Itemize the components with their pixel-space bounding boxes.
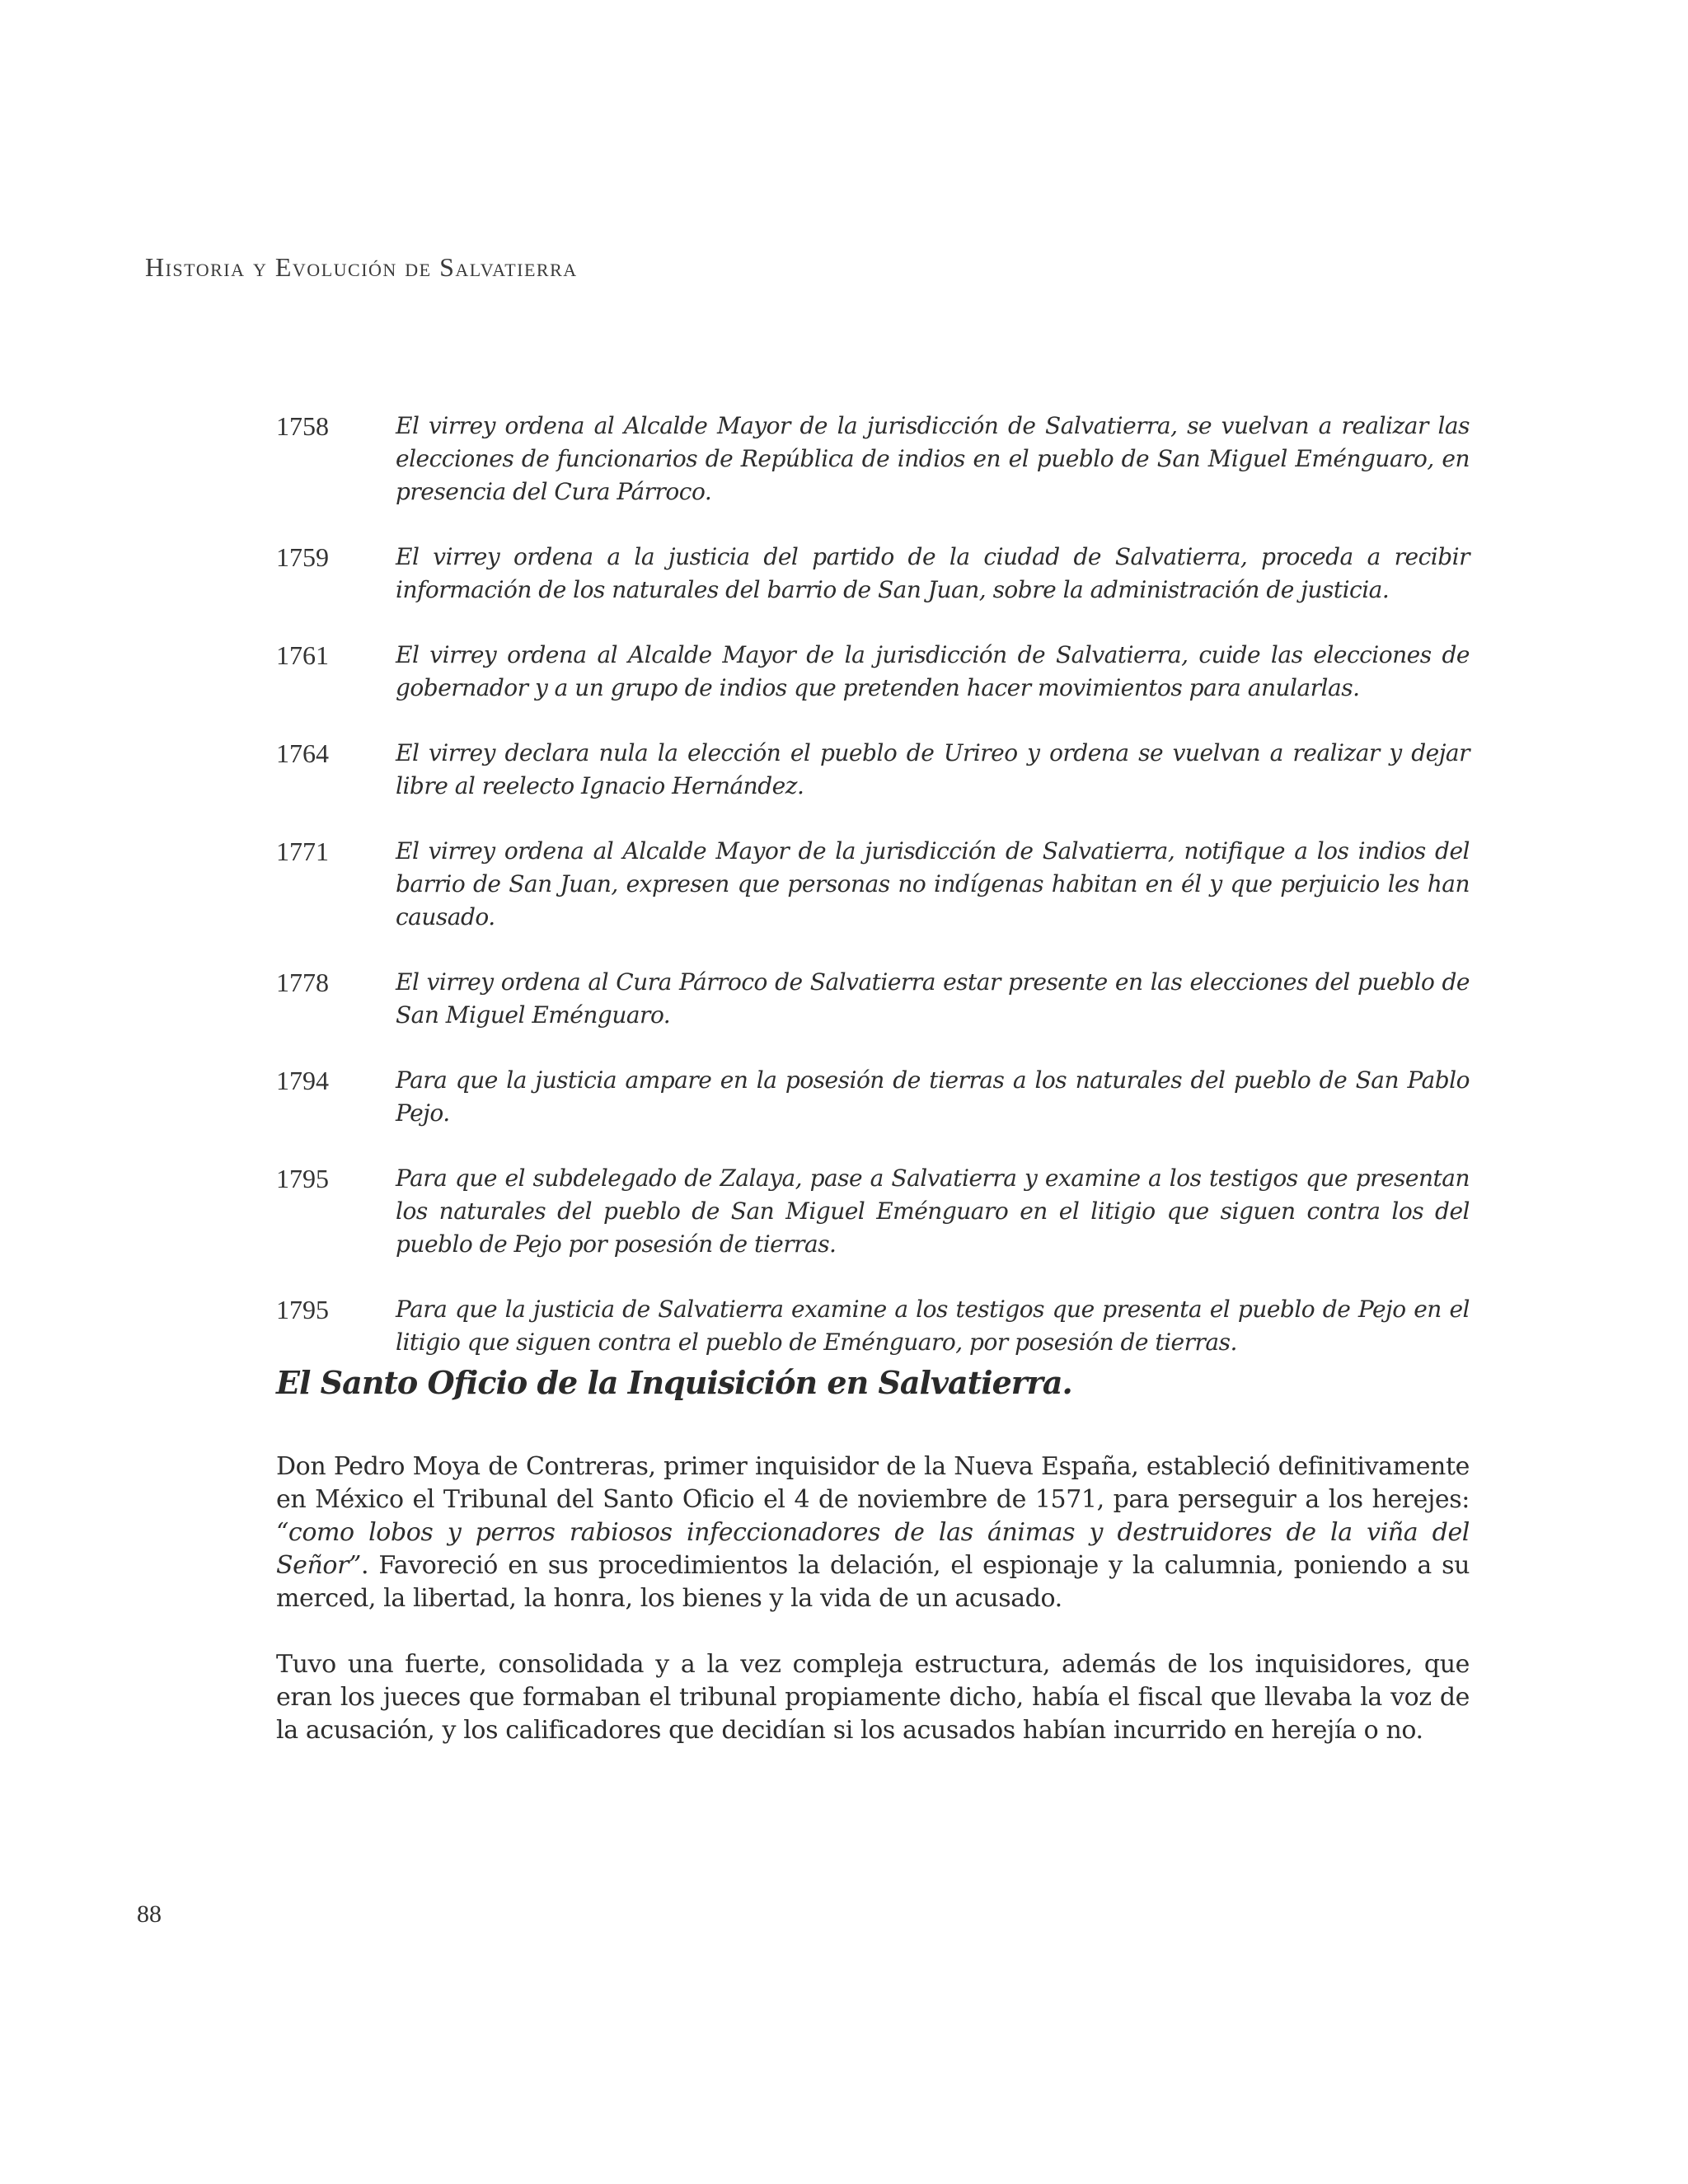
section-body: [276, 1451, 1470, 1780]
chronology-entry: [276, 541, 1470, 607]
entry-text: Para que la justicia de Salvatierra examine a los testigos que presenta el pueblo de Pejo en el litigio que siguen contra el pueblo de Eménguaro, por posesión de tierras.: [396, 1296, 1470, 1356]
running-header: Historia y Evolución de Salvatierra: [145, 252, 578, 282]
chronology-entry: [276, 1162, 1470, 1261]
chronology-entry: [276, 1293, 1470, 1359]
entry-year: 1794: [276, 1066, 329, 1095]
chronology-entry: [276, 410, 1470, 509]
entry-text: El virrey ordena al Alcalde Mayor de la jurisdicción de Salvatierra, se vuelvan a realizar las elecciones de funcionarios de República de indios en el pueblo de San Miguel Eménguaro, en presencia del Cura Párroco.: [396, 412, 1470, 505]
body-paragraph: [276, 1451, 1470, 1615]
entry-year: 1771: [276, 837, 329, 866]
entry-year: 1764: [276, 738, 329, 768]
chronology-entry: [276, 1064, 1470, 1130]
body-paragraph: Tuvo una fuerte, consolidada y a la vez compleja estructura, además de los inquisidores, que eran los jueces que formaban el tribunal propiamente dicho, había el fiscal que llevaba la voz de la acusación, y los calificadores que decidían si los acusados habían incurrido en herejía o no.: [276, 1650, 1470, 1745]
paragraph-text: . Favoreció en sus procedimientos la delación, el espionaje y la calumnia, poniendo a su merced, la libertad, la honra, los bienes y la vida de un acusado.: [276, 1551, 1470, 1613]
entry-year: 1759: [276, 542, 329, 572]
entry-year: 1758: [276, 411, 329, 441]
entry-year: 1795: [276, 1295, 329, 1324]
chronology-entry: [276, 835, 1470, 934]
chronology-entry: [276, 737, 1470, 803]
entry-text: El virrey ordena a la justicia del partido de la ciudad de Salvatierra, proceda a recibir información de los naturales del barrio de San Juan, sobre la administración de justicia.: [396, 543, 1470, 603]
inline-quote: “como lobos y perros rabiosos infeccionadores de las ánimas y destruidores de la viña del Señor”: [276, 1518, 1470, 1580]
entry-text: El virrey ordena al Alcalde Mayor de la jurisdicción de Salvatierra, cuide las elecciones de gobernador y a un grupo de indios que pretenden hacer movimientos para anularlas.: [396, 641, 1470, 701]
entry-year: 1778: [276, 968, 329, 997]
entry-text: Para que el subdelegado de Zalaya, pase a Salvatierra y examine a los testigos que presentan los naturales del pueblo de San Miguel Eménguaro en el litigio que siguen contra los del pueblo de Pejo por posesión de tierras.: [396, 1165, 1470, 1258]
paragraph-text: Don Pedro Moya de Contreras, primer inquisidor de la Nueva España, estableció definitivamente en México el Tribunal del Santo Oficio el 4 de noviembre de 1571, para perseguir a los herejes:: [276, 1452, 1470, 1514]
entry-year: 1795: [276, 1164, 329, 1193]
chronology-entry: [276, 639, 1470, 705]
entry-text: El virrey declara nula la elección el pueblo de Urireo y ordena se vuelvan a realizar y dejar libre al reelecto Ignacio Hernández.: [396, 739, 1470, 799]
chronology-list: [276, 410, 1470, 1391]
entry-text: El virrey ordena al Cura Párroco de Salvatierra estar presente en las elecciones del pueblo de San Miguel Eménguaro.: [396, 968, 1470, 1029]
entry-year: 1761: [276, 640, 329, 670]
entry-text: Para que la justicia ampare en la posesión de tierras a los naturales del pueblo de San Pablo Pejo.: [396, 1066, 1470, 1127]
entry-text: El virrey ordena al Alcalde Mayor de la jurisdicción de Salvatierra, notifique a los indios del barrio de San Juan, expresen que personas no indígenas habitan en él y que perjuicio les han causado.: [396, 837, 1470, 930]
page-number: 88: [137, 1900, 162, 1928]
chronology-entry: [276, 966, 1470, 1032]
section-title: El Santo Oficio de la Inquisición en Salvatierra.: [276, 1364, 1072, 1401]
